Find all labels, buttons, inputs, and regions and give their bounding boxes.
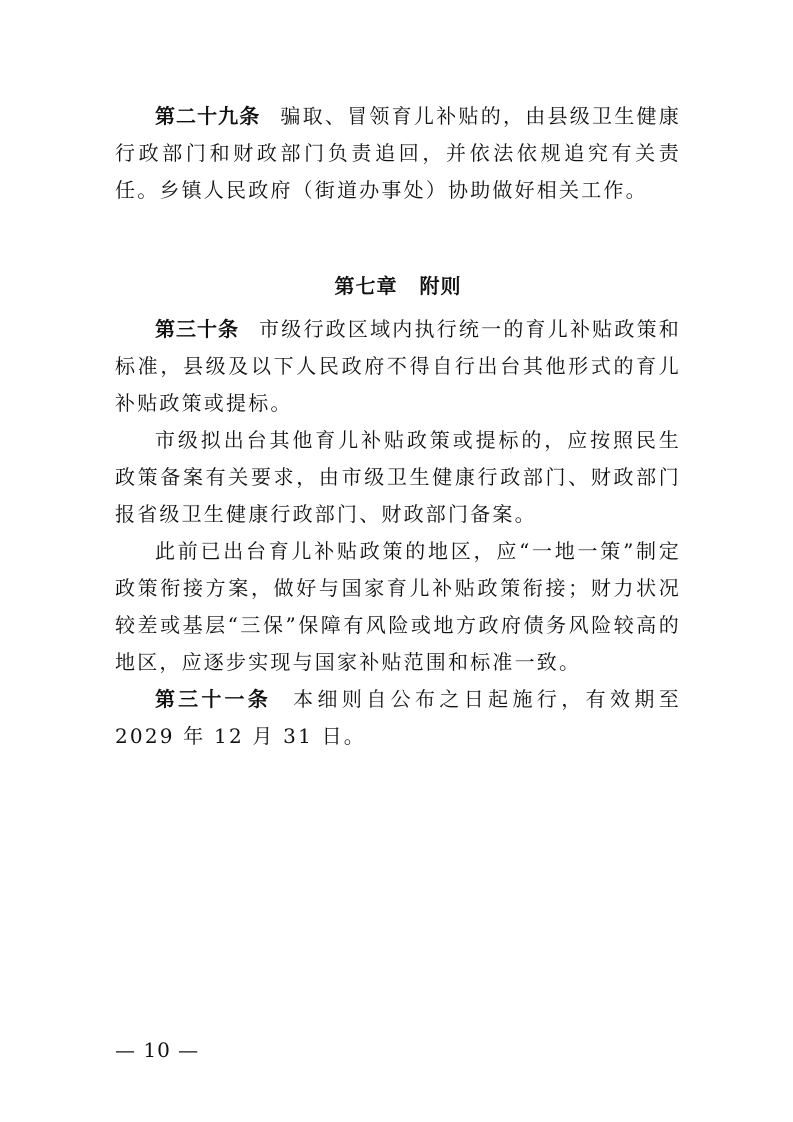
article-31-text: 本细则自公布之日起施行，有效期至 2029 年 12 月 31 日。 bbox=[115, 687, 681, 748]
article-29-block bbox=[115, 98, 681, 209]
article-30-paragraph-1 bbox=[115, 311, 681, 422]
page-number: — 10 — bbox=[115, 1038, 200, 1062]
article-30-block bbox=[115, 311, 681, 755]
article-30-text-1: 市级行政区域内执行统一的育儿补贴政策和标准，县级及以下人民政府不得自行出台其他形式的育儿补贴政策或提标。 bbox=[115, 317, 682, 415]
article-29-paragraph bbox=[115, 98, 681, 209]
article-30-paragraph-3: 此前已出台育儿补贴政策的地区，应“一地一策”制定政策衔接方案，做好与国家育儿补贴政策衔接；财力状况较差或基层“三保”保障有风险或地方政府债务风险较高的地区，应逐步实现与国家补贴范围和标准一致。 bbox=[115, 539, 681, 674]
chapter-title: 附则 bbox=[419, 274, 462, 298]
article-30-paragraph-2: 市级拟出台其他育儿补贴政策或提标的，应按照民生政策备案有关要求，由市级卫生健康行政部门、财政部门报省级卫生健康行政部门、财政部门备案。 bbox=[115, 428, 681, 526]
chapter-number: 第七章 bbox=[334, 274, 398, 298]
chapter-heading bbox=[115, 270, 681, 299]
article-29-number: 第二十九条 bbox=[155, 104, 261, 128]
article-29-text: 骗取、冒领育儿补贴的，由县级卫生健康行政部门和财政部门负责追回，并依法依规追究有关责任。乡镇人民政府（街道办事处）协助做好相关工作。 bbox=[115, 104, 682, 202]
article-30-number: 第三十条 bbox=[155, 317, 240, 341]
article-31-paragraph bbox=[115, 681, 681, 755]
article-31-number: 第三十一条 bbox=[155, 687, 271, 711]
